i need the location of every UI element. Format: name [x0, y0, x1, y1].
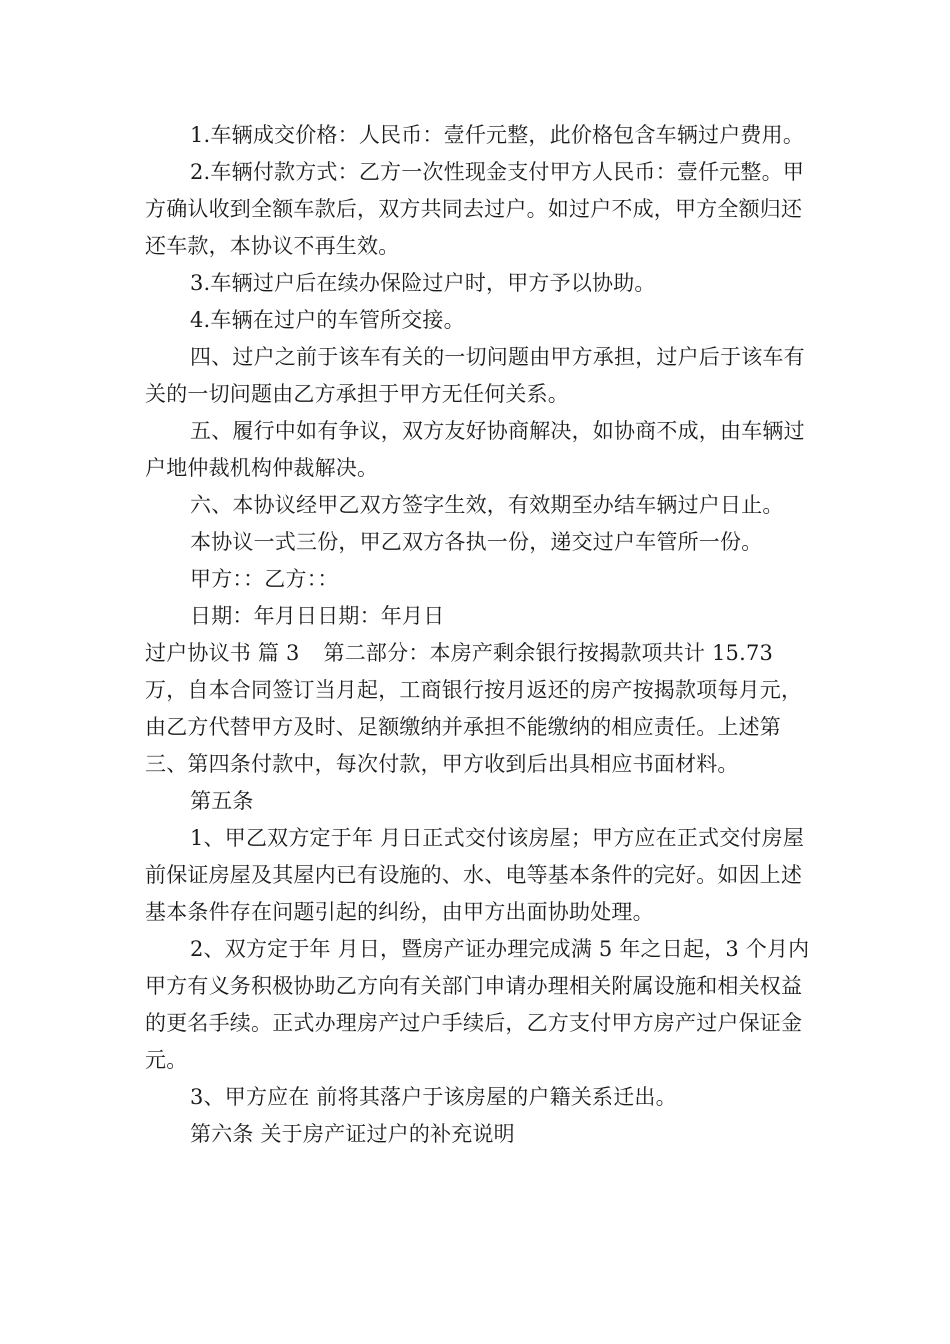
- paragraph: 2.车辆付款方式：乙方一次性现金支付甲方人民币：壹仟元整。甲方确认收到全额车款后，双方共同去过户。如过户不成，甲方全额归还还车款，本协议不再生效。: [145, 160, 805, 258]
- section-text: 第二部分：本房产剩余银行按揭款项共计 15.73 万，自本合同签订当月起，工商银行按月返还的房产按揭款项每月元，由乙方代替甲方及时、足额缴纳并承担不能缴纳的相应责任。上述第三、第四条付款中，每次付款，甲方收到后出具相应书面材料。: [145, 641, 803, 776]
- article-heading: 第六条 关于房产证过户的补充说明: [190, 1122, 515, 1146]
- paragraph: 四、过户之前于该车有关的一切问题由甲方承担，过户后于该车有关的一切问题由乙方承担于甲方无任何关系。: [145, 345, 805, 406]
- section-heading: 过户协议书 篇 3: [145, 641, 300, 665]
- paragraph: 本协议一式三份，甲乙双方各执一份，递交过户车管所一份。: [190, 530, 763, 554]
- section-3-paragraph: [145, 635, 815, 783]
- paragraph: 六、本协议经甲乙双方签字生效，有效期至办结车辆过户日止。: [190, 493, 784, 517]
- date-line: 日期：年月日日期：年月日: [190, 604, 445, 628]
- paragraph: 4.车辆在过户的车管所交接。: [190, 308, 465, 332]
- article-heading: 第五条: [190, 789, 254, 813]
- paragraph: 1、甲乙双方定于年 月日正式交付该房屋；甲方应在正式交付房屋前保证房屋及其屋内已有设施的、水、电等基本条件的完好。如因上述基本条件存在问题引起的纠纷，由甲方出面协助处理。: [145, 826, 805, 924]
- paragraph: 五、履行中如有争议，双方友好协商解决，如协商不成，由车辆过户地仲裁机构仲裁解决。: [145, 419, 805, 480]
- paragraph: 3.车辆过户后在续办保险过户时，甲方予以协助。: [190, 271, 656, 295]
- paragraph: 3、甲方应在 前将其落户于该房屋的户籍关系迁出。: [190, 1085, 677, 1109]
- signature-line: 甲方：：乙方：：: [190, 567, 339, 591]
- paragraph: 1.车辆成交价格：人民币：壹仟元整，此价格包含车辆过户费用。: [190, 123, 805, 147]
- document-body: [145, 117, 815, 1153]
- paragraph: 2、双方定于年 月日，暨房产证办理完成满 5 年之日起，3 个月内甲方有义务积极协助乙方向有关部门申请办理相关附属设施和相关权益的更名手续。正式办理房产过户手续后，乙方支付甲方房产过户保证金元。: [145, 937, 810, 1072]
